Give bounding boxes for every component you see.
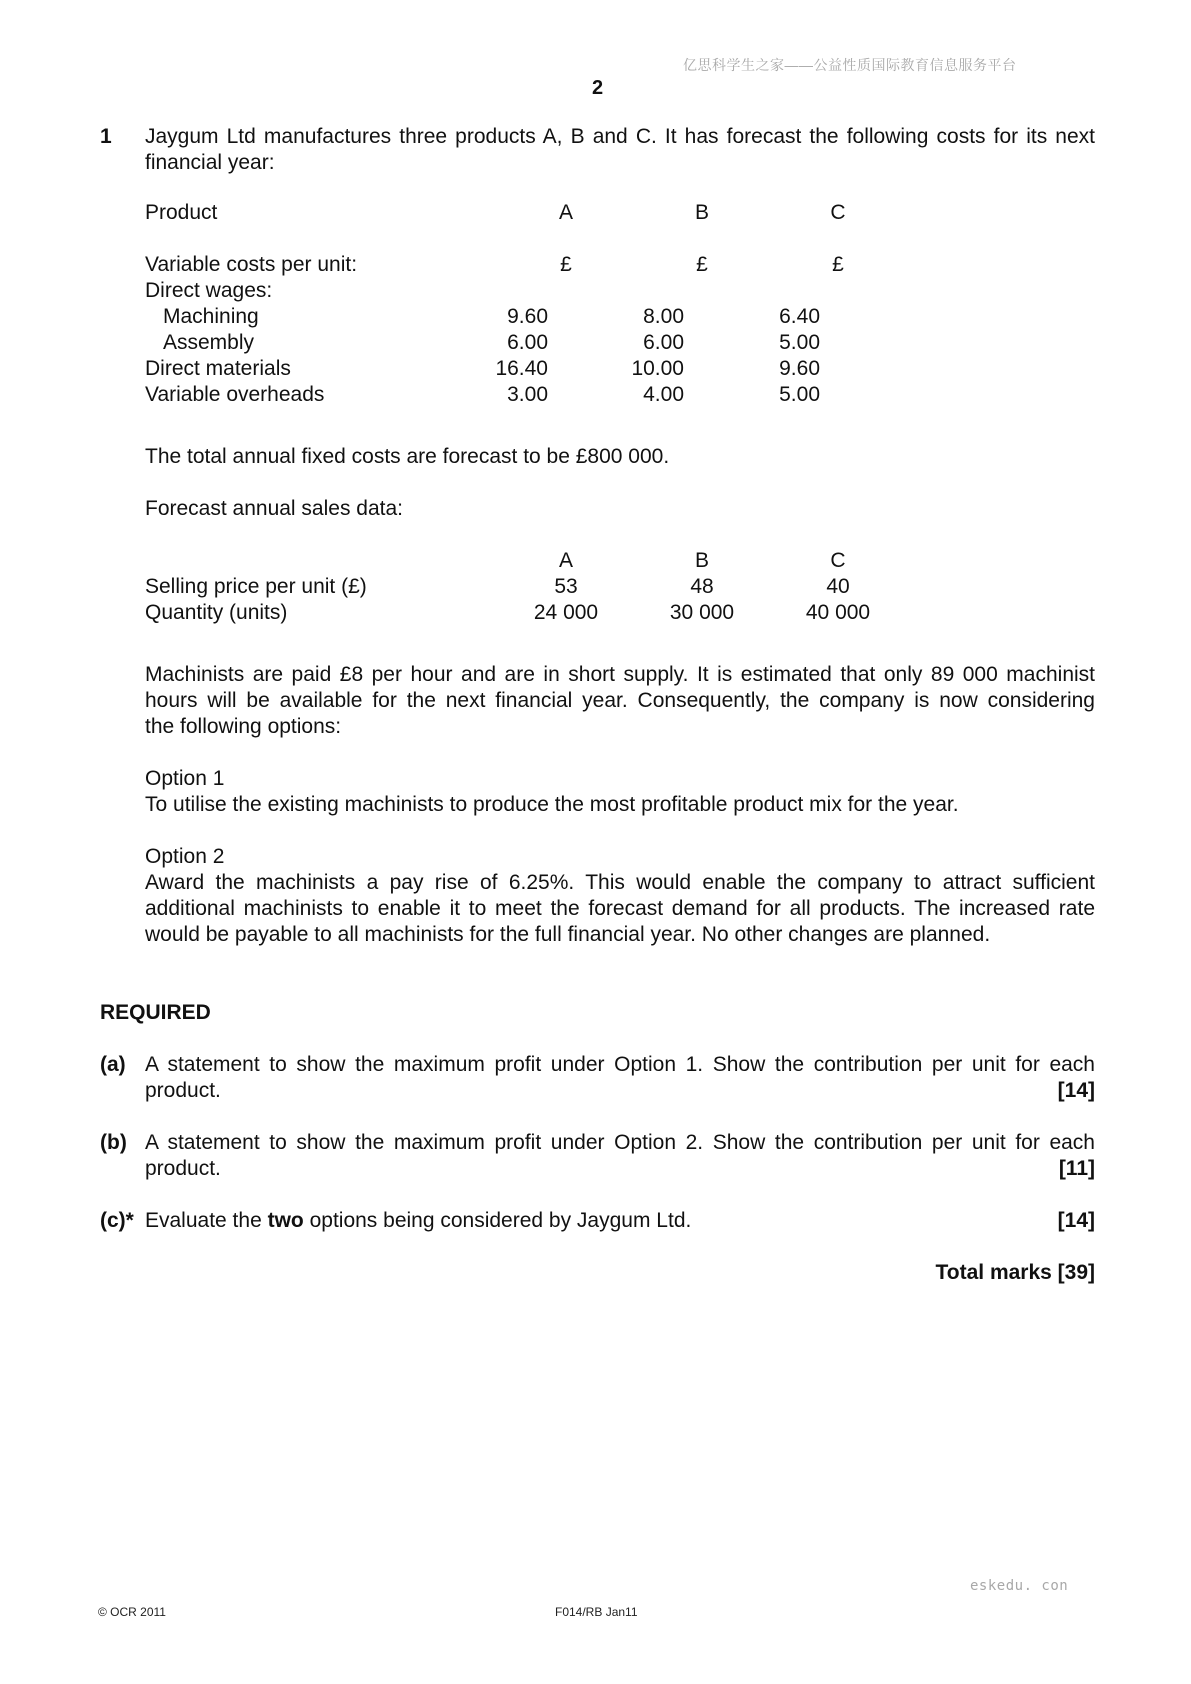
cell-a: 16.40 (495, 357, 548, 380)
part-c-text (145, 1208, 1095, 1234)
cell-c: 5.00 (779, 331, 820, 354)
option2-paragraph (145, 870, 1095, 948)
cost-table-materials-row (145, 356, 845, 382)
cell-a: 53 (554, 575, 578, 598)
paragraph-line: Machinists are paid £8 per hour and are in short supply. It is estimated that only 89 000 machinist (145, 663, 1095, 686)
option1-title: Option 1 (145, 767, 225, 790)
intro-line: financial year: (145, 151, 275, 174)
column-header-a: A (558, 549, 573, 572)
cell-b: 4.00 (643, 383, 684, 406)
part-c-text-after: options being considered by Jaygum Ltd. (303, 1209, 692, 1232)
watermark-top: 亿思科学生之家——公益性质国际教育信息服务平台 (683, 57, 1017, 73)
paragraph-line: hours will be available for the next financial year. Consequently, the company is now considering (145, 689, 1095, 712)
row-label: Direct wages: (145, 279, 273, 302)
cost-table-overheads-row (145, 382, 845, 408)
cost-table-assembly-row (145, 330, 845, 356)
row-label: Variable costs per unit: (145, 253, 358, 276)
part-a-marks: [14] (1057, 1079, 1095, 1102)
column-header-c: C (830, 201, 846, 224)
part-c-text-before: Evaluate the (145, 1209, 268, 1232)
part-line: product. (145, 1079, 221, 1102)
cell-c: 40 000 (805, 601, 871, 624)
currency-b: £ (696, 253, 708, 276)
row-label: Selling price per unit (£) (145, 575, 367, 598)
currency-a: £ (560, 253, 572, 276)
currency-c: £ (832, 253, 844, 276)
part-a (100, 1052, 1095, 1104)
document-code: F014/RB Jan11 (555, 1605, 638, 1619)
column-header-b: B (694, 201, 709, 224)
cell-b: 8.00 (643, 305, 684, 328)
row-label: Variable overheads (145, 383, 325, 406)
cell-c: 6.40 (779, 305, 820, 328)
cell-c: 40 (826, 575, 850, 598)
copyright: © OCR 2011 (98, 1605, 166, 1619)
sales-table-price-row (145, 574, 850, 600)
cell-b: 10.00 (631, 357, 684, 380)
row-label: Quantity (units) (145, 601, 288, 624)
part-a-text (145, 1052, 1095, 1104)
sales-intro-text: Forecast annual sales data: (145, 497, 403, 520)
cell-a: 9.60 (507, 305, 548, 328)
cell-b: 6.00 (643, 331, 684, 354)
part-c-text-bold: two (267, 1209, 304, 1232)
fixed-costs-text: The total annual fixed costs are forecast to be £800 000. (145, 445, 670, 468)
cell-a: 24 000 (533, 601, 599, 624)
intro-line: Jaygum Ltd manufactures three products A, B and C. It has forecast the following costs for its next (145, 125, 1095, 148)
part-c-label: (c)* (100, 1209, 134, 1232)
cell-a: 6.00 (507, 331, 548, 354)
part-b-text (145, 1130, 1095, 1182)
part-c-marks: [14] (1057, 1209, 1095, 1232)
machinists-paragraph (145, 662, 1095, 740)
option2-title: Option 2 (145, 845, 225, 868)
option1-text: To utilise the existing machinists to produce the most profitable product mix for the year. (145, 793, 959, 816)
paragraph-line: would be payable to all machinists for the full financial year. No other changes are planned. (145, 923, 991, 946)
cell-a: 3.00 (507, 383, 548, 406)
cell-b: 48 (690, 575, 714, 598)
part-c (100, 1208, 1095, 1234)
intro-paragraph (145, 124, 1095, 176)
question-number: 1 (100, 125, 112, 148)
paragraph-line: additional machinists to enable it to meet the forecast demand for all products. The increased rate (145, 897, 1095, 920)
part-line: A statement to show the maximum profit under Option 2. Show the contribution per unit for each (145, 1131, 1095, 1154)
part-b (100, 1130, 1095, 1182)
cost-table-currency-row (145, 252, 845, 278)
row-label: Machining (163, 305, 259, 328)
column-header-b: B (694, 549, 709, 572)
cost-table-header-row (145, 200, 845, 226)
watermark-bottom: eskedu. con (970, 1578, 1069, 1594)
part-line: product. (145, 1157, 221, 1180)
paragraph-line: the following options: (145, 715, 342, 738)
row-label: Product (145, 201, 218, 224)
required-heading: REQUIRED (100, 1001, 211, 1024)
part-a-label: (a) (100, 1053, 126, 1076)
page-number: 2 (592, 77, 604, 99)
cell-b: 30 000 (669, 601, 735, 624)
part-line: A statement to show the maximum profit under Option 1. Show the contribution per unit for each (145, 1053, 1095, 1076)
part-b-marks: [11] (1058, 1157, 1095, 1180)
sales-table-quantity-row (145, 600, 871, 626)
row-label: Direct materials (145, 357, 291, 380)
sales-table-header-row (145, 548, 845, 574)
column-header-c: C (830, 549, 846, 572)
cell-c: 5.00 (779, 383, 820, 406)
row-label: Assembly (163, 331, 255, 354)
column-header-a: A (558, 201, 573, 224)
cost-table-machining-row (145, 304, 845, 330)
cost-table-direct-wages-row (145, 278, 845, 304)
part-b-label: (b) (100, 1131, 127, 1154)
total-marks: Total marks [39] (935, 1261, 1095, 1284)
paragraph-line: Award the machinists a pay rise of 6.25%. This would enable the company to attract sufficient (145, 871, 1095, 894)
cell-c: 9.60 (779, 357, 820, 380)
